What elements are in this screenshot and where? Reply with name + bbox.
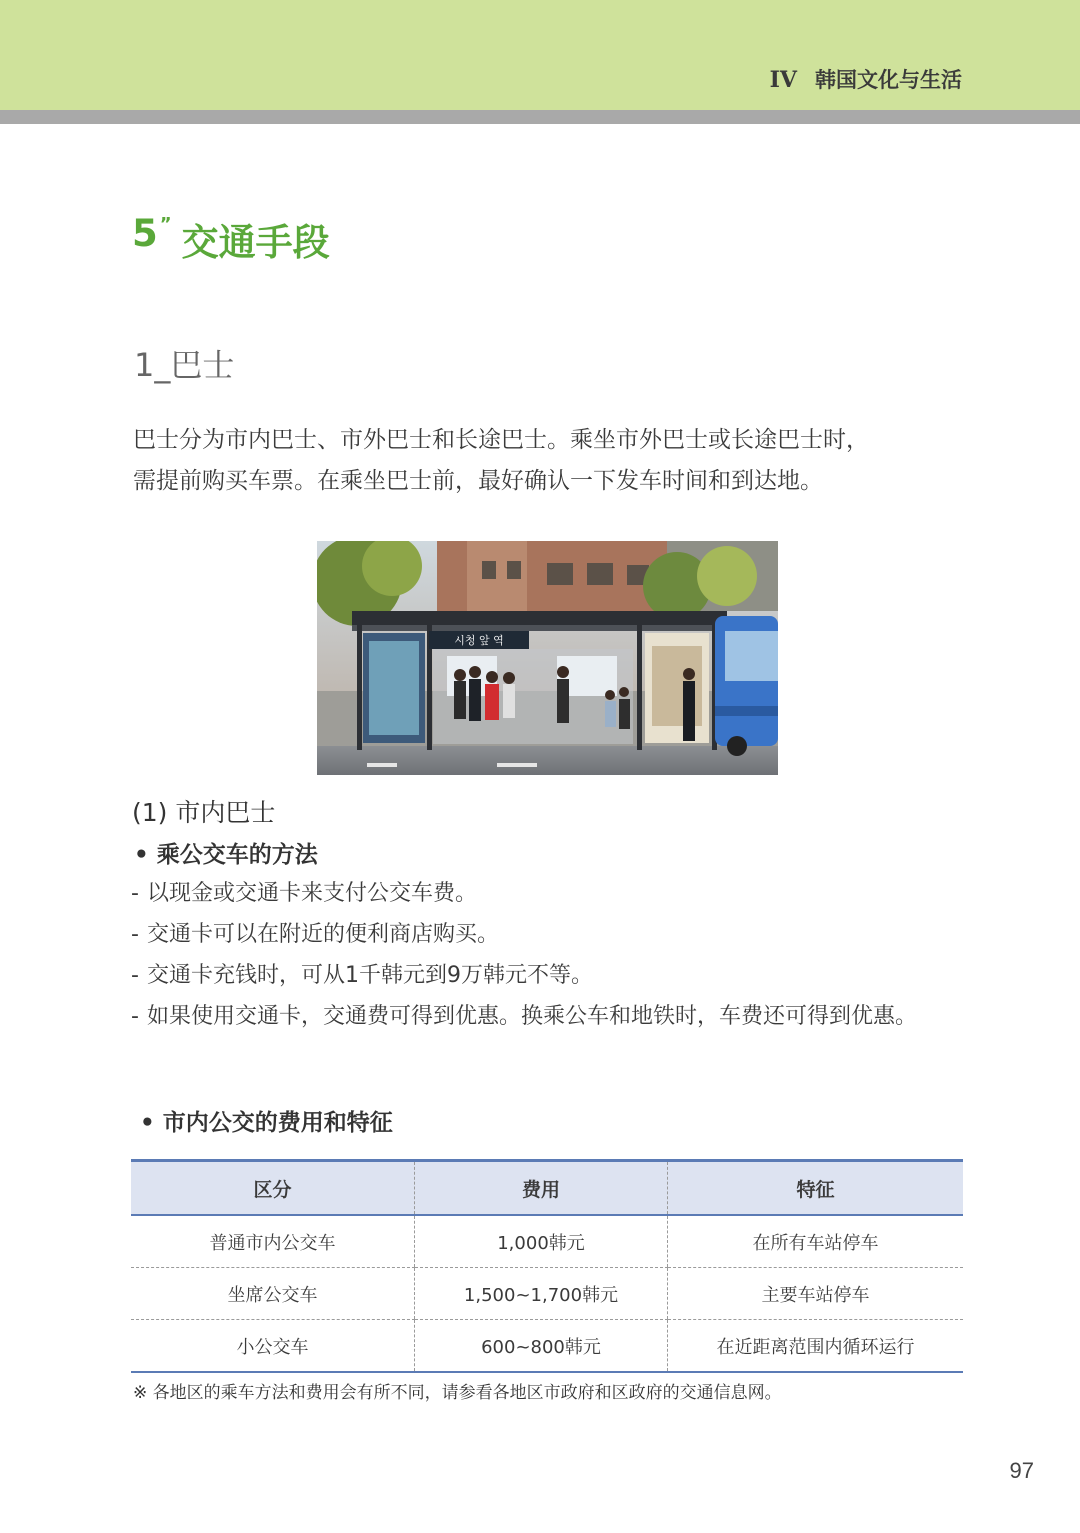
list-item [131,873,971,914]
list-item [131,955,971,996]
chapter-header [770,64,962,94]
fees-heading: • 市内公交的费用和特征 [140,1110,393,1136]
chapter-title: 韩国文化与生活 [815,68,962,92]
section-number: 5 [132,212,158,255]
dash-marker: - [131,922,139,947]
list-item [131,914,971,955]
list-item-text: 交通卡充钱时，可从1千韩元到9万韩元不等。 [147,963,593,988]
footnote: ※ 各地区的乘车方法和费用会有所不同，请参看各地区市政府和区政府的交通信息网。 [133,1383,782,1403]
section-title-text: 交通手段 [181,221,330,264]
intro-paragraph [133,420,963,502]
table-cell: 1,500~1,700韩元 [415,1268,668,1320]
section-title [132,212,330,266]
dash-marker: - [131,963,139,988]
bus-stop-sign: 시청 앞 역 [454,634,504,647]
list-item-text: 交通卡可以在附近的便利商店购买。 [147,922,500,947]
dash-marker: - [131,881,139,906]
table-row [131,1268,963,1320]
table-cell: 小公交车 [131,1320,415,1373]
table-cell: 坐席公交车 [131,1268,415,1320]
method-heading: • 乘公交车的方法 [134,842,318,868]
bus-stop-illustration [317,541,778,775]
column-header: 特征 [668,1161,964,1216]
list-item-text: 如果使用交通卡，交通费可得到优惠。换乘公车和地铁时，车费还可得到优惠。 [147,1004,918,1029]
subsection-title: 1_巴士 [134,346,235,384]
table-cell: 1,000韩元 [415,1215,668,1268]
bus-stop-photo [317,541,778,775]
list-item-text: 以现金或交通卡来支付公交车费。 [147,881,478,906]
table-cell: 在近距离范围内循环运行 [668,1320,964,1373]
column-header: 费用 [415,1161,668,1216]
table-row [131,1320,963,1373]
chapter-numeral: IV [769,67,797,93]
table-cell: 600~800韩元 [415,1320,668,1373]
page-number: 97 [1009,1458,1034,1483]
table-header-row [131,1161,963,1216]
section-number-mark: ” [159,214,172,235]
header-rule [0,110,1080,124]
table-row [131,1215,963,1268]
intro-line: 需提前购买车票。在乘坐巴士前，最好确认一下发车时间和到达地。 [133,468,823,494]
table-cell: 在所有车站停车 [668,1215,964,1268]
city-bus-heading: (1) 市内巴士 [132,798,276,827]
list-item [131,996,971,1037]
intro-line: 巴士分为市内巴士、市外巴士和长途巴士。乘坐市外巴士或长途巴士时， [133,427,869,453]
dash-marker: - [131,1004,139,1029]
fee-table [131,1159,963,1373]
column-header: 区分 [131,1161,415,1216]
table-cell: 普通市内公交车 [131,1215,415,1268]
method-list [131,873,971,1037]
table-cell: 主要车站停车 [668,1268,964,1320]
